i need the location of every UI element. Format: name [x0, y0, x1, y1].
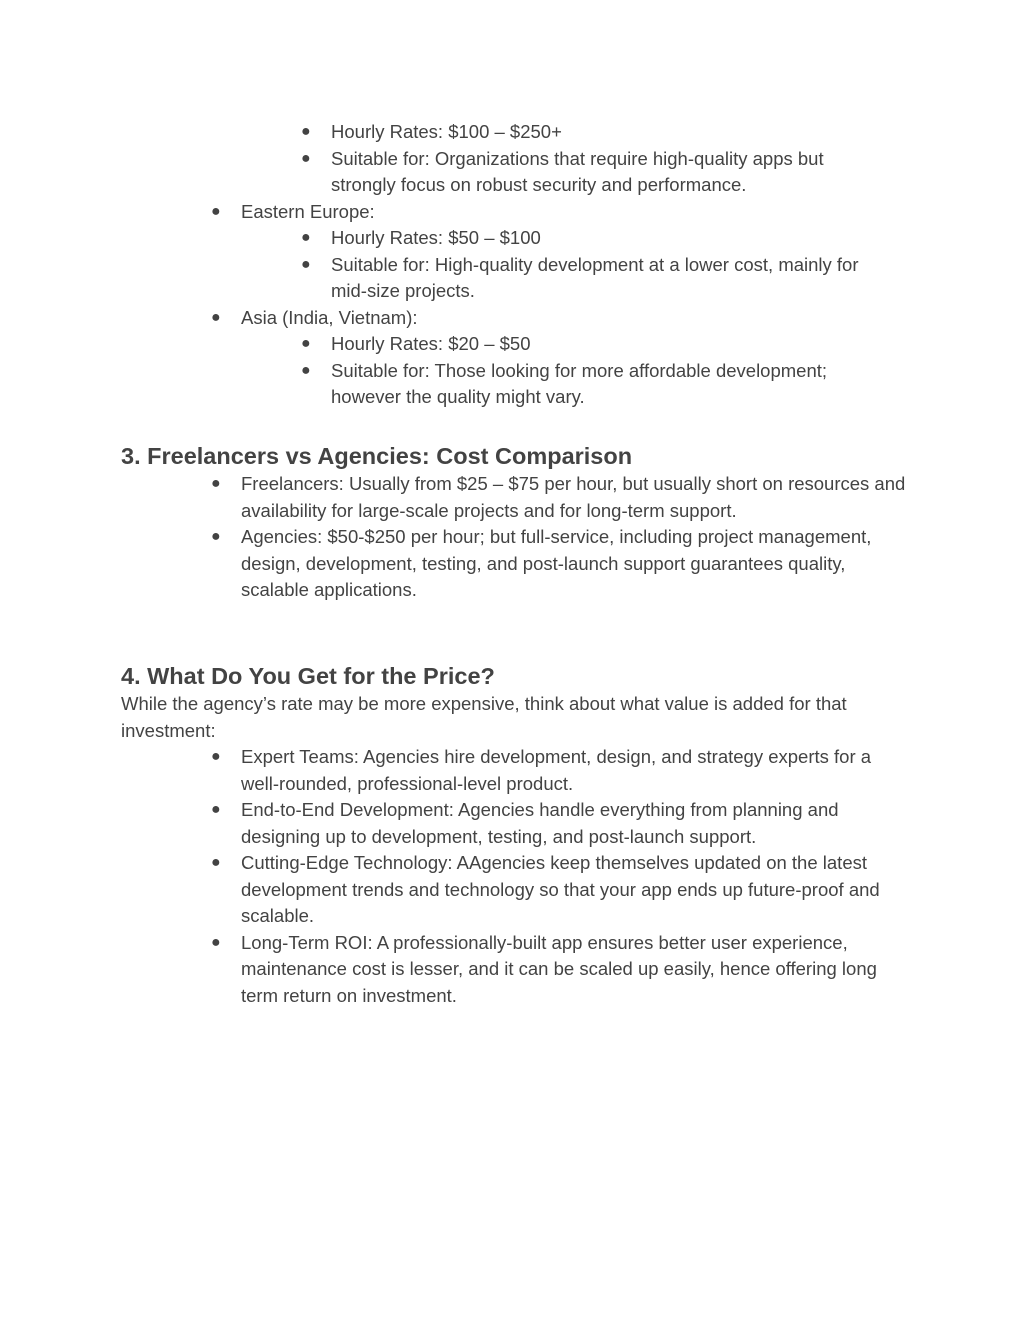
region-item-asia: ● Asia (India, Vietnam): — [241, 305, 906, 332]
regions-list — [0, 305, 1024, 332]
bullet-icon: ● — [211, 854, 221, 871]
intro-sublist — [0, 119, 1024, 199]
regions-list — [0, 199, 1024, 226]
list-item: ● Agencies: $50-$250 per hour; but full-service, including project management, design, development, testing, and post-launch support guarantees quality, scalable applications. — [211, 526, 872, 600]
list-item: ● Hourly Rates: $50 – $100 — [331, 225, 891, 252]
list-item: ● Suitable for: Those looking for more affordable development; however the quality might vary. — [301, 359, 828, 407]
region-rates-list — [0, 119, 1024, 411]
list-item: ● Hourly Rates: $20 – $50 — [331, 331, 891, 358]
region-item-eastern-europe: ● Eastern Europe: — [241, 199, 906, 226]
bullet-icon: ● — [301, 255, 311, 273]
section-4 — [0, 661, 1024, 1009]
list-item: ● Freelancers: Usually from $25 – $75 per hour, but usually short on resources and availability for large-scale projects and for long-term support. — [211, 473, 906, 521]
list-item: ● Cutting-Edge Technology: AAgencies keep themselves updated on the latest development trends and technology so that your app ends up future-proof and scalable. — [211, 852, 880, 926]
bullet-icon: ● — [211, 748, 221, 765]
bullet-icon: ● — [211, 933, 221, 951]
asia-sublist — [0, 331, 1024, 411]
bullet-icon: ● — [211, 475, 221, 492]
section-4-list — [0, 744, 1024, 1009]
bullet-icon: ● — [211, 801, 221, 818]
bullet-icon: ● — [211, 308, 221, 326]
list-item: ● End-to-End Development: Agencies handle everything from planning and designing up to development, testing, and post-launch support. — [211, 799, 839, 847]
section-intro: While the agency’s rate may be more expensive, think about what value is added for that investment: — [121, 693, 847, 741]
list-item: ● Suitable for: High-quality development at a lower cost, mainly for mid-size projects. — [301, 253, 859, 301]
list-item: ● Suitable for: Organizations that require high-quality apps but strongly focus on robust security and performance. — [301, 147, 824, 195]
list-item: ● Hourly Rates: $100 – $250+ — [331, 119, 891, 146]
bullet-icon: ● — [211, 202, 221, 220]
list-item: ● Expert Teams: Agencies hire development, design, and strategy experts for a well-rounded, professional-level product. — [211, 746, 872, 794]
bullet-icon: ● — [211, 528, 221, 545]
section-3-list — [0, 471, 1024, 604]
bullet-icon: ● — [301, 123, 311, 140]
eastern-europe-sublist — [0, 225, 1024, 305]
bullet-icon: ● — [301, 361, 311, 379]
section-3 — [0, 441, 1024, 604]
bullet-icon: ● — [301, 229, 311, 246]
section-heading: 4. What Do You Get for the Price? — [121, 663, 495, 689]
section-heading: 3. Freelancers vs Agencies: Cost Comparison — [121, 443, 633, 469]
bullet-icon: ● — [301, 149, 311, 167]
bullet-icon: ● — [301, 335, 311, 352]
list-item: ● Long-Term ROI: A professionally-built app ensures better user experience, maintenance cost is lesser, and it can be scaled up easily, hence offering long term return on investment. — [211, 931, 877, 1006]
